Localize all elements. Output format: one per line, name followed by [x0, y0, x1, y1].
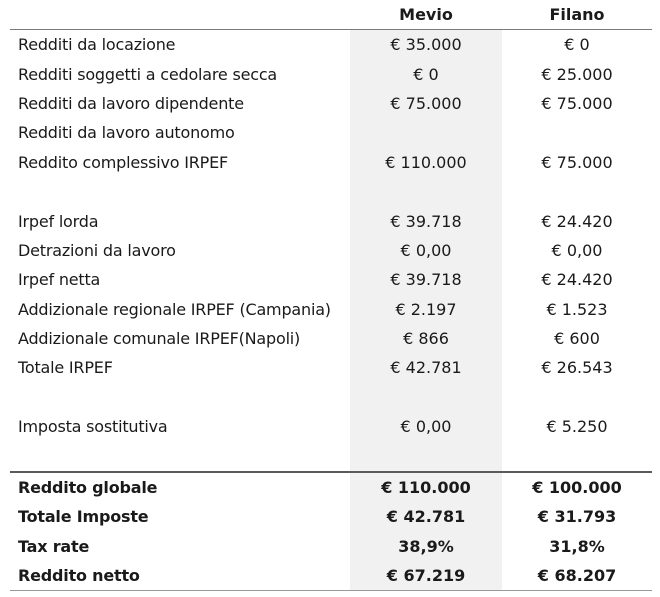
- tax-comparison-table: [10, 0, 652, 591]
- mevio-value: € 2.197: [350, 295, 502, 324]
- mevio-value: € 0,00: [350, 412, 502, 441]
- mevio-value: € 39.718: [350, 265, 502, 294]
- row-label: [10, 383, 350, 412]
- filano-value: € 75.000: [502, 89, 652, 118]
- mevio-value: € 75.000: [350, 89, 502, 118]
- row-label: Addizionale regionale IRPEF (Campania): [18, 299, 331, 319]
- mevio-value: 38,9%: [350, 532, 502, 561]
- row-spacer: [10, 383, 652, 412]
- filano-value: [502, 177, 652, 206]
- row-cedolare-secca: [10, 59, 652, 88]
- row-label: [10, 177, 350, 206]
- filano-value: € 24.420: [502, 206, 652, 235]
- row-label: Irpef lorda: [18, 211, 99, 231]
- row-addizionale-regionale: [10, 295, 652, 324]
- row-label: Reddito complessivo IRPEF: [18, 152, 229, 172]
- row-label: Redditi da lavoro dipendente: [18, 93, 244, 113]
- filano-value: [502, 383, 652, 412]
- row-label: Redditi da lavoro autonomo: [18, 123, 235, 143]
- row-reddito-complessivo: [10, 148, 652, 177]
- filano-value: € 68.207: [502, 561, 652, 591]
- mevio-value: € 42.781: [350, 502, 502, 531]
- row-label: Detrazioni da lavoro: [18, 240, 176, 260]
- summary-label: Tax rate: [18, 536, 90, 556]
- row-label: Totale IRPEF: [18, 358, 113, 378]
- filano-value: € 75.000: [502, 148, 652, 177]
- header-label-cell: [10, 0, 350, 30]
- row-label: Irpef netta: [18, 270, 101, 290]
- mevio-value: € 110.000: [350, 148, 502, 177]
- mevio-value: [350, 441, 502, 471]
- filano-value: € 0: [502, 30, 652, 60]
- mevio-value: [350, 177, 502, 206]
- mevio-value: € 39.718: [350, 206, 502, 235]
- row-label: Addizionale comunale IRPEF(Napoli): [18, 329, 301, 349]
- filano-value: € 25.000: [502, 59, 652, 88]
- mevio-value: [350, 383, 502, 412]
- row-lavoro-dipendente: [10, 89, 652, 118]
- row-addizionale-comunale: [10, 324, 652, 353]
- mevio-value: € 0: [350, 59, 502, 88]
- filano-value: € 0,00: [502, 236, 652, 265]
- header-filano: Filano: [502, 0, 652, 30]
- summary-label: Totale Imposte: [18, 507, 149, 527]
- mevio-value: € 35.000: [350, 30, 502, 60]
- row-tax-rate: [10, 532, 652, 561]
- header-row: [10, 0, 652, 30]
- row-reddito-netto: [10, 561, 652, 591]
- summary-label: Reddito netto: [10, 561, 350, 591]
- row-redditi-locazione: [10, 30, 652, 60]
- row-totale-irpef: [10, 353, 652, 382]
- filano-value: 31,8%: [502, 532, 652, 561]
- mevio-value: [350, 118, 502, 147]
- filano-value: [502, 118, 652, 147]
- row-reddito-globale: [10, 472, 652, 502]
- row-lavoro-autonomo: [10, 118, 652, 147]
- filano-value: € 1.523: [502, 295, 652, 324]
- row-label: Imposta sostitutiva: [18, 417, 168, 437]
- filano-value: € 26.543: [502, 353, 652, 382]
- filano-value: € 31.793: [502, 502, 652, 531]
- summary-label: Reddito globale: [10, 472, 350, 502]
- row-spacer: [10, 441, 652, 471]
- row-label: Redditi da locazione: [18, 35, 176, 55]
- mevio-value: € 0,00: [350, 236, 502, 265]
- mevio-value: € 42.781: [350, 353, 502, 382]
- header-mevio: Mevio: [350, 0, 502, 30]
- row-spacer: [10, 177, 652, 206]
- row-imposta-sostitutiva: [10, 412, 652, 441]
- row-totale-imposte: [10, 502, 652, 531]
- mevio-value: € 67.219: [350, 561, 502, 591]
- mevio-value: € 866: [350, 324, 502, 353]
- row-label: [10, 441, 350, 471]
- mevio-value: € 110.000: [350, 472, 502, 502]
- filano-value: [502, 441, 652, 471]
- row-label: Redditi soggetti a cedolare secca: [18, 64, 278, 84]
- filano-value: € 100.000: [502, 472, 652, 502]
- filano-value: € 600: [502, 324, 652, 353]
- filano-value: € 5.250: [502, 412, 652, 441]
- filano-value: € 24.420: [502, 265, 652, 294]
- row-irpef-lorda: [10, 206, 652, 235]
- row-detrazioni-lavoro: [10, 236, 652, 265]
- row-irpef-netta: [10, 265, 652, 294]
